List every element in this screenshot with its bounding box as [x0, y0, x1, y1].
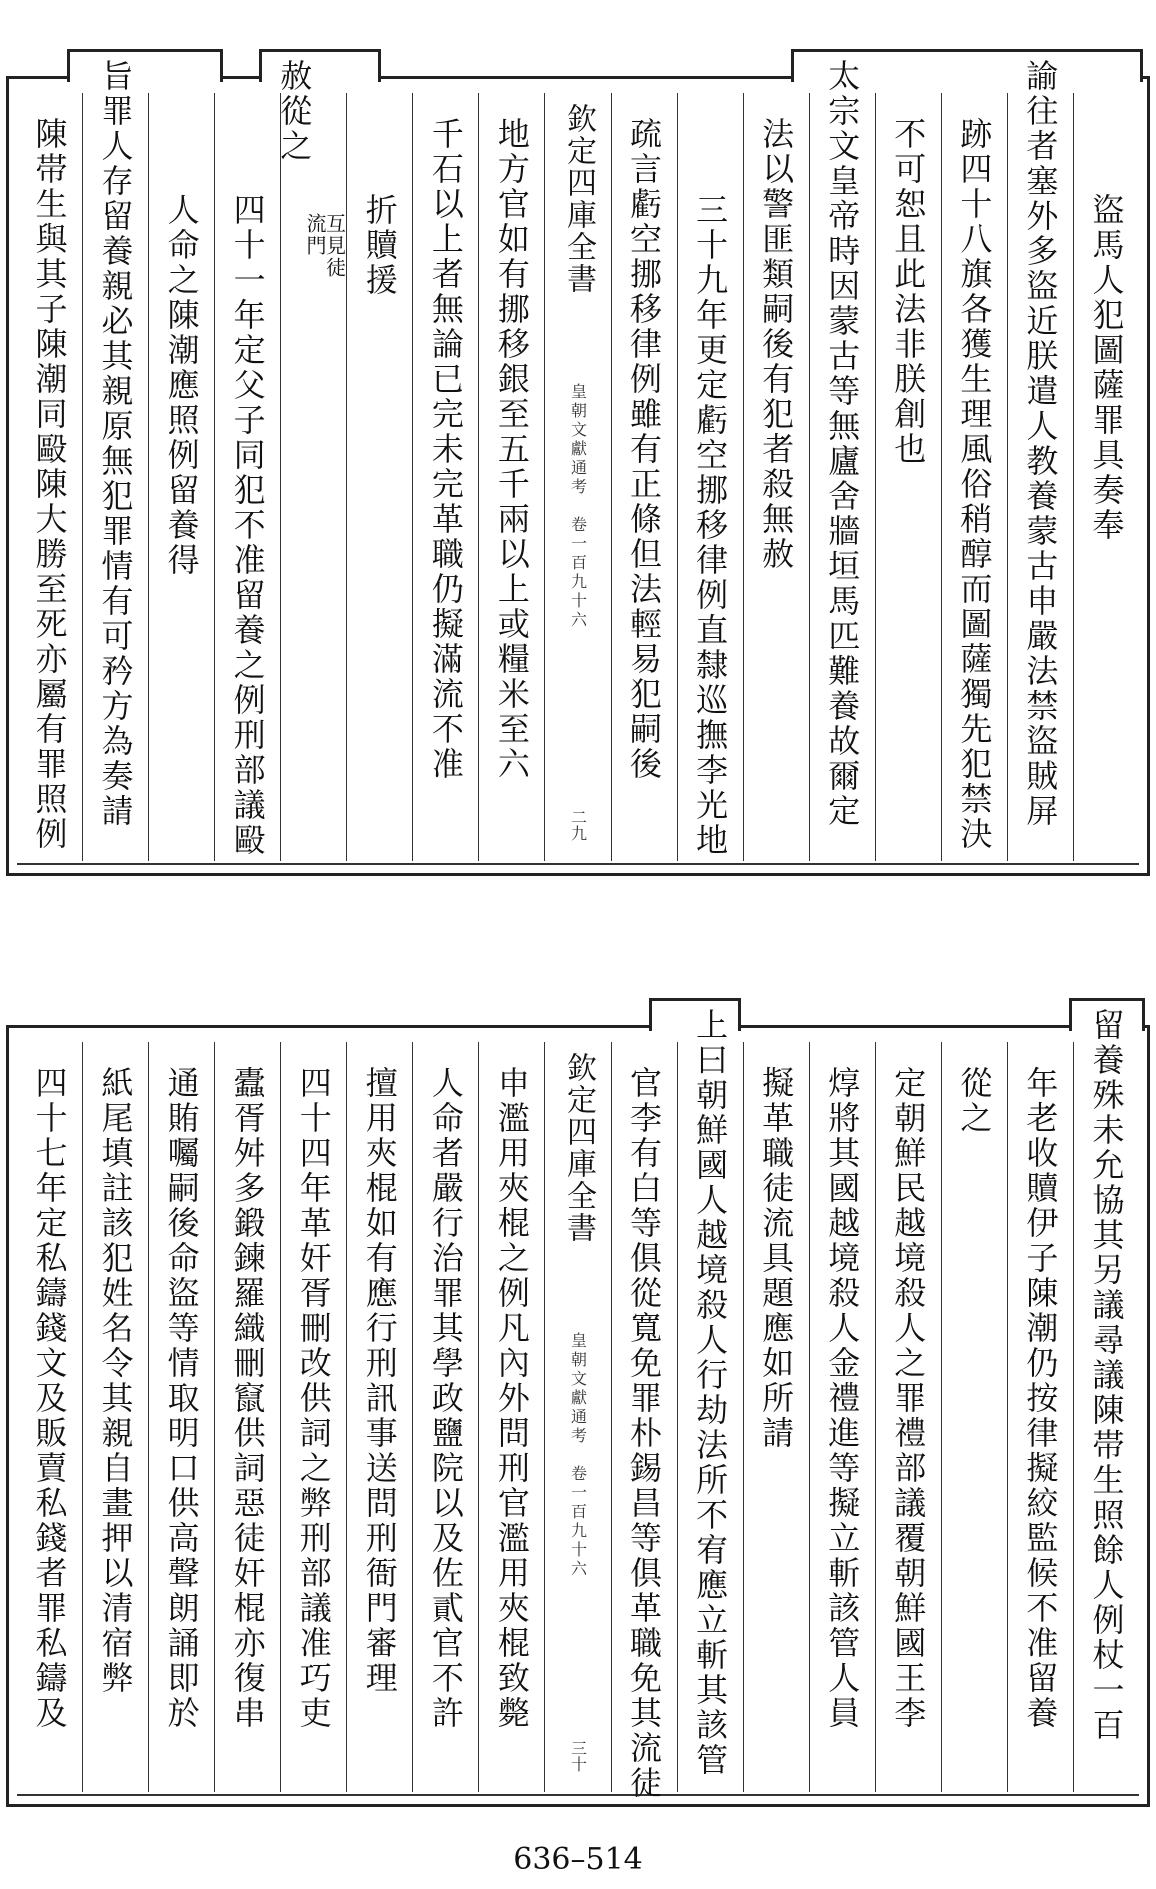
column-text: 定朝鮮民越境殺人之罪禮部議覆朝鮮國王李 — [889, 1066, 928, 1731]
column-text: 留養殊未允協其另議尋議陳帯生照餘人例杖一百 — [1087, 1008, 1126, 1743]
text-column — [280, 1042, 346, 1792]
column-text: 四十四年革奸胥刪改供詞之弊刑部議准巧吏 — [294, 1066, 333, 1731]
inline-note: 互見徒 — [322, 213, 347, 279]
center-column-source: 皇朝文獻通考 卷一百九十六 — [568, 383, 588, 630]
column-text: 擬革職徒流具題應如所請 — [757, 1066, 796, 1451]
column-text: 蠹胥舛多鍛鍊羅織刪竄供詞惡徒奸棍亦復串 — [228, 1066, 267, 1731]
text-column — [677, 1008, 743, 1792]
column-text: 年老收贖伊子陳潮仍按律擬絞監候不准留養 — [1021, 1066, 1060, 1731]
text-column — [214, 1042, 280, 1792]
column-text: 人命者嚴行治罪其學政鹽院以及佐貳官不許 — [426, 1066, 465, 1731]
text-columns — [17, 1008, 1139, 1801]
text-column — [1007, 59, 1073, 861]
column-text: 赦從之 — [275, 59, 314, 164]
text-column — [346, 1042, 412, 1792]
column-text: 法以警匪類嗣後有犯者殺無赦 — [757, 117, 796, 572]
center-column-source: 皇朝文獻通考 卷一百九十六 — [568, 1332, 588, 1579]
catalog-number: 636–514 — [513, 1842, 643, 1877]
folio-number: 二九 — [568, 809, 588, 841]
text-column — [275, 59, 347, 861]
text-column — [941, 1042, 1007, 1792]
text-column — [611, 1042, 677, 1801]
upper-page — [6, 59, 1150, 876]
text-column — [478, 93, 544, 861]
center-column-title: 欽定四庫全書 — [560, 103, 596, 295]
text-column — [478, 1042, 544, 1792]
text-column — [1007, 1042, 1073, 1792]
column-text: 諭往者塞外多盜近朕遣人教養蒙古申嚴法禁盜賊屏 — [1021, 59, 1060, 829]
text-column — [875, 1042, 941, 1792]
column-text: 通賄囑嗣後命盜等情取明口供高聲朗誦即於 — [162, 1066, 201, 1731]
text-column — [148, 1042, 214, 1792]
column-text: 擅用夾棍如有應行刑訊事送問刑衙門審理 — [360, 1066, 399, 1696]
text-column — [346, 93, 412, 861]
text-column — [875, 93, 941, 861]
text-column — [412, 93, 478, 861]
column-text: 紙尾填註該犯姓名令其親自畫押以清宿弊 — [96, 1066, 135, 1696]
text-column — [82, 1042, 148, 1792]
column-text: 地方官如有挪移銀至五千兩以上或糧米至六 — [492, 117, 531, 782]
column-text: 旨罪人存留養親必其親原無犯罪情有可矜方為奏請 — [96, 59, 135, 829]
column-text: 疏言虧空挪移律例雖有正條但法輕易犯嗣後 — [625, 117, 664, 782]
lower-page — [6, 1008, 1150, 1807]
column-text: 四十七年定私鑄錢文及販賣私錢者罪私鑄及 — [30, 1066, 69, 1731]
column-text: 四十一年定父子同犯不准留養之例刑部議毆 — [228, 193, 267, 858]
column-text: 跡四十八旗各獲生理風俗稍醇而圖薩獨先犯禁決 — [955, 117, 994, 852]
text-column — [743, 93, 809, 861]
text-column — [17, 93, 82, 861]
column-text: 上曰朝鮮國人越境殺人行劫法所不宥應立斬其該管 — [691, 1008, 730, 1778]
text-column — [809, 59, 875, 861]
column-text: 官李有白等俱從寬免罪朴錫昌等俱革職免其流徒 — [625, 1066, 664, 1801]
column-text: 陳帯生與其子陳潮同毆陳大勝至死亦屬有罪照例 — [30, 117, 69, 852]
column-text: 盜馬人犯圖薩罪具奏奉 — [1087, 193, 1126, 543]
column-text: 從之 — [955, 1066, 994, 1136]
text-column — [82, 59, 148, 861]
text-column — [809, 1042, 875, 1792]
column-text: 不可恕且此法非朕創也 — [889, 117, 928, 467]
text-column — [544, 93, 610, 861]
column-text: 人命之陳潮應照例留養得 — [162, 193, 201, 578]
column-text: 申濫用夾棍之例凡內外問刑官濫用夾棍致斃 — [492, 1066, 531, 1731]
column-text: 三十九年更定虧空挪移律例直隸巡撫李光地 — [691, 193, 730, 858]
text-column — [412, 1042, 478, 1792]
text-column — [611, 93, 677, 861]
text-columns — [17, 59, 1139, 861]
inline-note: 流門 — [303, 213, 328, 257]
raised-margin-tab — [67, 49, 223, 82]
text-column — [148, 93, 214, 861]
text-column — [1073, 1008, 1139, 1792]
folio-number: 三十 — [568, 1740, 588, 1772]
text-column — [1073, 93, 1139, 861]
text-column — [17, 1042, 82, 1792]
text-column — [941, 93, 1007, 861]
text-column — [544, 1042, 610, 1792]
column-text: 太宗文皇帝時因蒙古等無廬舍牆垣馬匹難養故爾定 — [823, 59, 862, 829]
column-text: 折贖援 — [360, 193, 399, 298]
column-text: 千石以上者無論已完未完革職仍擬滿流不准 — [426, 117, 465, 782]
center-column-title: 欽定四庫全書 — [560, 1052, 596, 1244]
text-column — [677, 93, 743, 861]
column-text: 焞將其國越境殺人金禮進等擬立斬該管人員 — [823, 1066, 862, 1731]
text-column — [743, 1042, 809, 1792]
text-column — [214, 93, 280, 861]
